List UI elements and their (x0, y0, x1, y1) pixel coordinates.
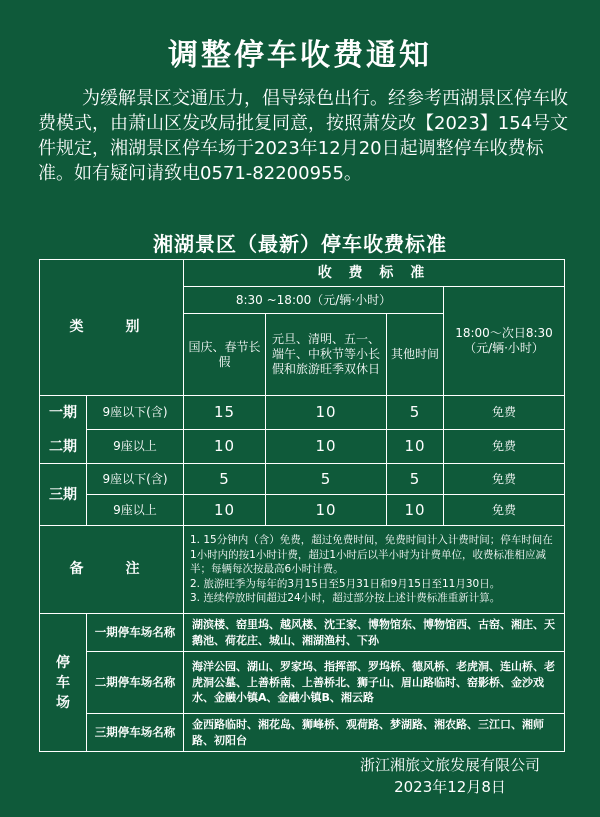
lot-list: 金西路临时、湘花岛、狮峰桥、观荷路、梦湖路、湘农路、三江口、湘师路、初阳台 (184, 714, 565, 752)
col-other-header: 其他时间 (387, 314, 444, 396)
note-1: 1. 15分钟内（含）免费，超过免费时间，免费时间计入计费时间；停车时间在1小时内的按1小时计费，超过1小时后以半小时为计费单位，收费标准相应减半；每辆每次按最高6小时计费。 (190, 534, 553, 576)
table-row (40, 396, 565, 430)
intro-text: 为缓解景区交通压力，倡导绿色出行。经参考西湖景区停车收费模式，由萧山区发改局批复同意，按照萧发改【2023】154号文件规定，湘湖景区停车场于2023年12月20日起调整停车收费标准。如有疑问请致电0571-82200955。 (38, 88, 569, 184)
note-3: 3. 连续停放时间超过24小时，超过部分按上述计费标准重新计算。 (190, 592, 501, 605)
fee-other: 5 (387, 464, 444, 495)
fee-other: 10 (387, 495, 444, 526)
col-national-header: 国庆、春节长假 (184, 314, 266, 396)
fee-other: 5 (387, 396, 444, 430)
fee-small-holiday: 5 (266, 464, 387, 495)
col-small-holiday-header: 元旦、清明、五一、端午、中秋节等小长假和旅游旺季双休日 (266, 314, 387, 396)
fee-small-holiday: 10 (266, 495, 387, 526)
fee-national: 10 (184, 430, 266, 464)
vehicle-type: 9座以上 (87, 430, 184, 464)
day-period-header: 8:30 ~18:00（元/辆·小时） (184, 287, 444, 314)
lot-name: 三期停车场名称 (87, 714, 184, 752)
fee-standard-header: 收 费 标 准 (184, 260, 565, 287)
category-header: 类 别 (40, 260, 184, 396)
company-name: 浙江湘旅文旅发展有限公司 (359, 756, 540, 774)
vehicle-type: 9座以上 (87, 495, 184, 526)
fee-table (39, 259, 565, 752)
lots-label-text: 停车场 (56, 654, 70, 711)
fee-night: 免费 (444, 495, 565, 526)
fee-national: 5 (184, 464, 266, 495)
vehicle-type: 9座以下(含) (87, 396, 184, 430)
table-row (40, 464, 565, 495)
lot-name: 一期停车场名称 (87, 614, 184, 652)
fee-national: 15 (184, 396, 266, 430)
lot-list: 海洋公园、湖山、罗家坞、指挥部、罗坞桥、德风桥、老虎洞、连山桥、老虎洞公墓、上善桥南、上善桥北、狮子山、眉山路临时、窑影桥、金沙戏水、金融小镇A、金融小镇B、湘云路 (184, 652, 565, 714)
phase1-label: 一期 (49, 404, 77, 421)
fee-night: 免费 (444, 430, 565, 464)
fee-night: 免费 (444, 396, 565, 430)
notes-cell (184, 526, 565, 614)
phase12-label (40, 396, 87, 464)
table-title: 湘湖景区（最新）停车收费标准 (153, 232, 447, 256)
issue-date: 2023年12月8日 (394, 778, 506, 796)
intro-paragraph (38, 86, 578, 186)
page-title: 调整停车收费通知 (168, 38, 432, 73)
fee-other: 10 (387, 430, 444, 464)
phase2-label: 二期 (49, 438, 77, 455)
fee-small-holiday: 10 (266, 396, 387, 430)
table-row (40, 430, 565, 464)
lot-list: 湖滨楼、窑里坞、越风楼、沈王家、博物馆东、博物馆西、古窑、湘庄、天鹅池、荷花庄、城山、湘湖渔村、下孙 (184, 614, 565, 652)
fee-night: 免费 (444, 464, 565, 495)
night-period-header: 18:00～次日8:30（元/辆·小时） (444, 287, 565, 396)
table-row (40, 495, 565, 526)
fee-small-holiday: 10 (266, 430, 387, 464)
note-2: 2. 旅游旺季为每年的3月15日至5月31日和9月15日至11月30日。 (190, 577, 501, 590)
notes-label: 备 注 (40, 526, 184, 614)
lots-label (40, 614, 87, 752)
vehicle-type: 9座以下(含) (87, 464, 184, 495)
phase3-label: 三期 (40, 464, 87, 526)
lot-name: 二期停车场名称 (87, 652, 184, 714)
fee-national: 10 (184, 495, 266, 526)
